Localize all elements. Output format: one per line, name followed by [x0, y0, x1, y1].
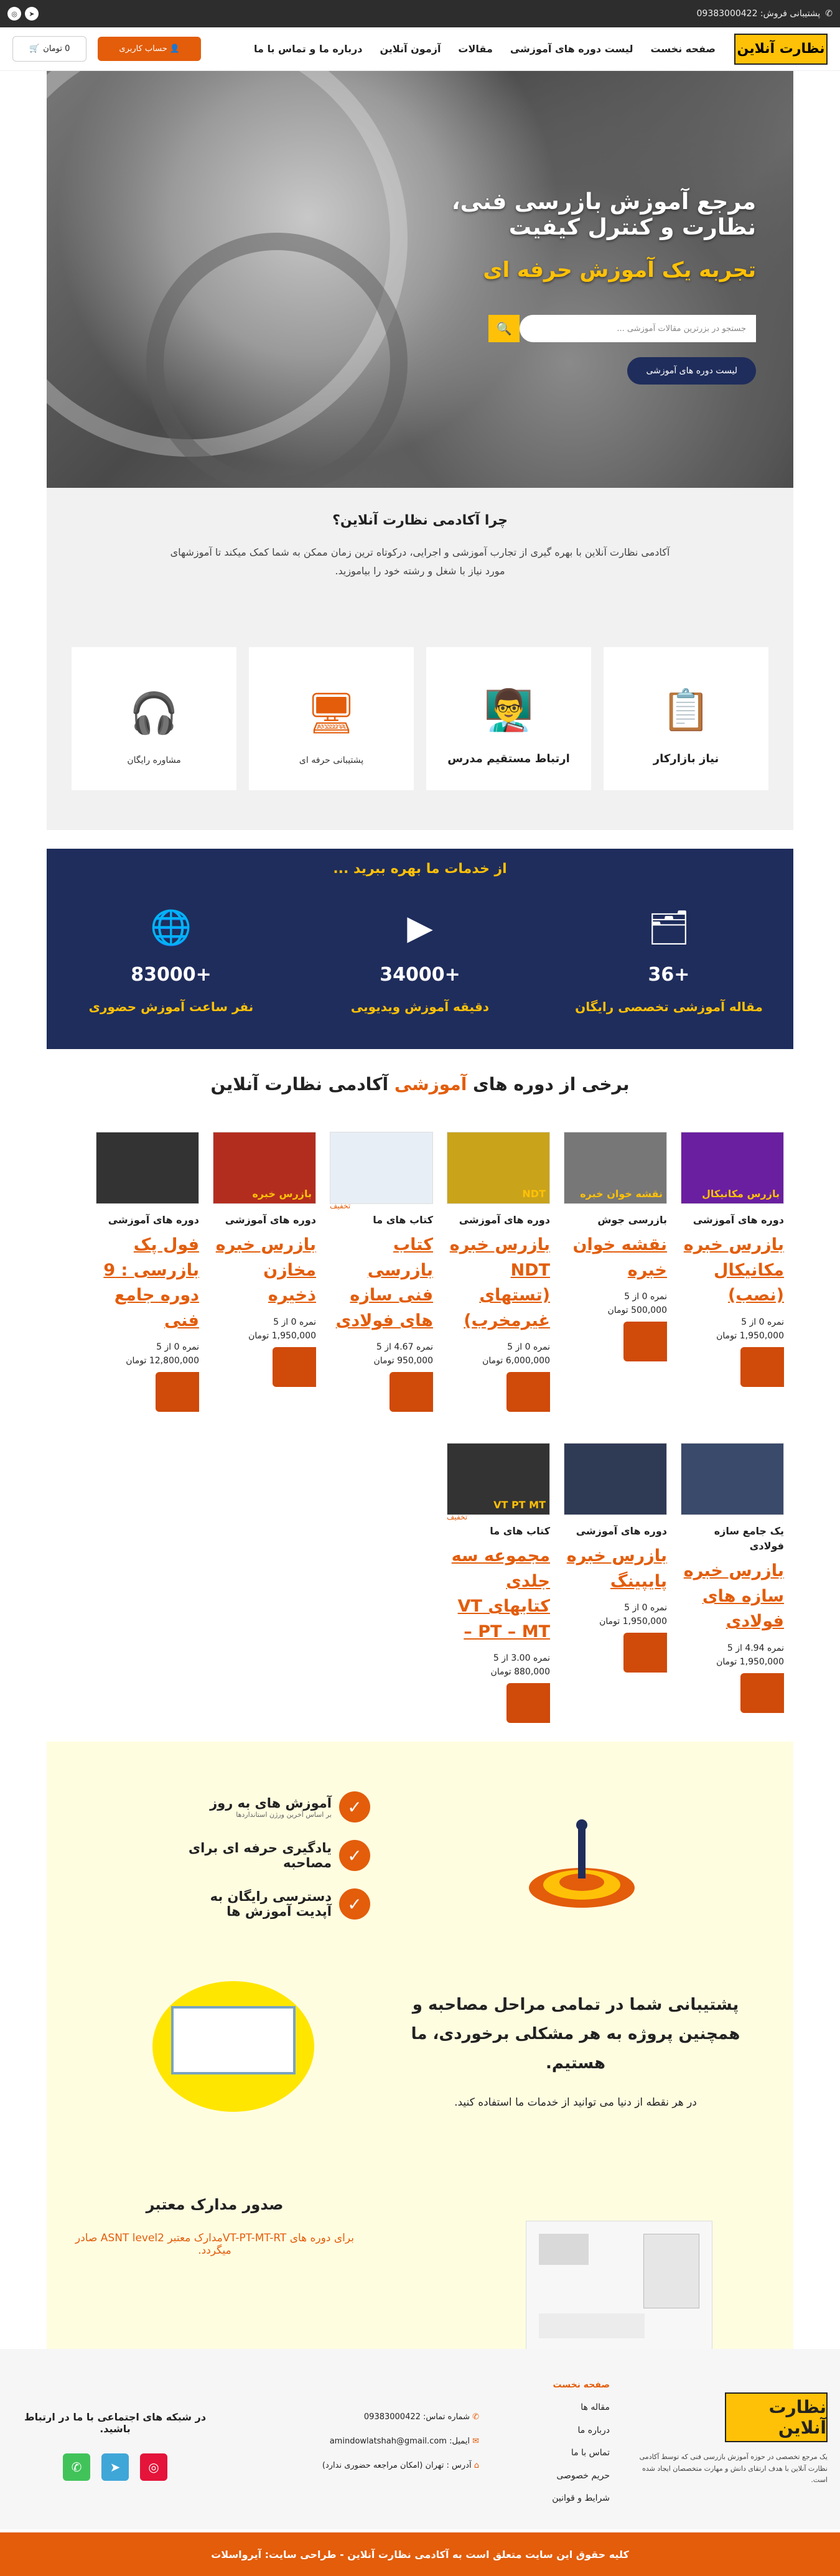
- whatsapp-icon[interactable]: ✆: [63, 2453, 90, 2481]
- course-card[interactable]: [330, 1132, 433, 1430]
- services-title: از خدمات ما بهره ببرید ...: [333, 861, 507, 877]
- certificate-text: [72, 2196, 358, 2257]
- services-section: [47, 849, 793, 1049]
- course-grid: [0, 1132, 840, 1742]
- phone-icon: ✆: [825, 9, 833, 19]
- course-rating: نمره 4.94 از 5: [727, 1643, 784, 1653]
- course-title[interactable]: بازرس خبره سازه های فولادی: [683, 1561, 784, 1631]
- add-to-cart-button[interactable]: [390, 1372, 433, 1412]
- course-category: دوره های آموزشی: [693, 1214, 784, 1226]
- course-category: دوره های آموزشی: [225, 1214, 316, 1226]
- main-nav: [201, 43, 716, 55]
- certificate-logo-shape: [539, 2234, 589, 2265]
- certificate-image: [526, 2221, 712, 2351]
- benefit-item: ✓ یادگیری حرفه ای برای مصاحبه: [184, 1840, 370, 1871]
- discount-badge: تخفیف: [330, 1202, 351, 1210]
- footer-link[interactable]: مقاله ها: [581, 2402, 610, 2413]
- course-title[interactable]: بازرس خبره پایپینگ: [566, 1546, 667, 1591]
- check-icon: ✓: [339, 1840, 370, 1871]
- footer-social: [12, 2411, 218, 2481]
- course-title[interactable]: کتاب بازرسی فنی سازه های فولادی: [335, 1235, 433, 1330]
- hero-content: [408, 189, 756, 385]
- certificate-seal-shape: [539, 2313, 645, 2338]
- course-price: 1,950,000 تومان: [248, 1330, 316, 1341]
- copyright-bar: کلیه حقوق این سایت متعلق است به آکادمی نظارت آنلاین - طراحی سایت: آیرواسلات: [0, 2532, 840, 2576]
- course-rating: نمره 4.67 از 5: [376, 1342, 433, 1352]
- add-to-cart-button[interactable]: [740, 1673, 784, 1713]
- instagram-icon[interactable]: ◎: [140, 2453, 167, 2481]
- course-title[interactable]: مجموعه سه جلدی کتابهای VT – PT – MT: [451, 1546, 550, 1641]
- course-rating: نمره 0 از 5: [741, 1317, 784, 1327]
- check-icon: ✓: [339, 1791, 370, 1822]
- course-price: 880,000 تومان: [490, 1667, 550, 1677]
- course-thumbnail[interactable]: VT PT MT: [447, 1443, 550, 1515]
- feature-cards: [72, 647, 768, 790]
- telegram-icon[interactable]: ➤: [101, 2453, 129, 2481]
- nav-courses[interactable]: لیست دوره های آموزشی: [510, 43, 633, 55]
- site-logo[interactable]: نظارت آنلاین: [734, 34, 828, 65]
- course-card[interactable]: [681, 1132, 784, 1430]
- course-card[interactable]: [447, 1443, 550, 1742]
- benefits-section: [47, 1742, 793, 2370]
- course-category: کتاب های ما: [490, 1525, 550, 1537]
- telegram-icon[interactable]: ➤: [25, 7, 39, 21]
- footer-link[interactable]: تماس با ما: [571, 2448, 610, 2458]
- cart-icon: 🛒: [29, 44, 40, 54]
- article-icon: 🗂: [647, 908, 691, 947]
- headset-icon: 🎧: [129, 691, 179, 737]
- discount-badge: تخفیف: [447, 1513, 468, 1521]
- nav-online-test[interactable]: آزمون آنلاین: [380, 43, 441, 55]
- course-thumbnail[interactable]: [564, 1443, 667, 1515]
- add-to-cart-button[interactable]: [740, 1347, 784, 1387]
- footer-logo[interactable]: نظارت آنلاین: [725, 2392, 828, 2442]
- cart-button[interactable]: [12, 36, 86, 62]
- support-phone-text: پشتیبانی فروش: 09383000422: [696, 9, 821, 19]
- course-thumbnail[interactable]: NDT: [447, 1132, 550, 1204]
- footer-link-home[interactable]: صفحه نخست: [553, 2380, 610, 2390]
- why-title: چرا آکادمی نظارت آنلاین؟: [332, 513, 508, 528]
- presentation-illustration: [152, 1981, 314, 2112]
- add-to-cart-button[interactable]: [273, 1347, 316, 1387]
- teacher-icon: 👨‍🏫: [483, 688, 534, 734]
- add-to-cart-button[interactable]: [623, 1322, 667, 1361]
- footer-contact: ✆ شماره تماس: 09383000422 ✉ ایمیل: amindowlatshah@gmail.com ⌂ آدرس : تهران (امکان مراجعه حضوری ندارد): [322, 2412, 479, 2470]
- course-title[interactable]: بازرس خبره مخازن ذخیره: [215, 1235, 316, 1305]
- course-price: 1,950,000 تومان: [716, 1656, 784, 1667]
- screen-shape: [171, 2006, 296, 2074]
- course-price: 1,950,000 تومان: [716, 1330, 784, 1341]
- site-header: [0, 27, 840, 71]
- footer-link[interactable]: درباره ما: [577, 2425, 610, 2435]
- site-footer: [0, 2349, 840, 2529]
- add-to-cart-button[interactable]: [156, 1372, 199, 1412]
- course-rating: نمره 0 از 5: [624, 1292, 667, 1302]
- nav-articles[interactable]: مقالات: [458, 43, 493, 55]
- search-icon: 🔍: [496, 321, 512, 336]
- feature-card: 🖥 پشتیبانی حرفه ای: [249, 647, 414, 790]
- computer-icon: 🖥: [306, 691, 357, 737]
- course-card[interactable]: [564, 1443, 667, 1742]
- course-price: 500,000 تومان: [607, 1305, 667, 1315]
- course-card[interactable]: [96, 1132, 199, 1430]
- location-icon: ⌂: [471, 2461, 479, 2470]
- course-title[interactable]: بازرس خبره مکانیکال (نصب): [683, 1235, 784, 1305]
- course-category: یک جامع سازه فولادی: [714, 1525, 784, 1552]
- hero-banner: [47, 71, 793, 488]
- check-icon: ✓: [339, 1888, 370, 1920]
- courses-title: برخی از دوره های آموزشی آکادمی نظارت آنلاین: [210, 1074, 630, 1094]
- support-title: پشتیبانی شما در تمامی مراحل مصاحبه و همچنین پروژه به هر مشکلی برخوردی، ما هستیم.: [411, 1995, 740, 2073]
- course-category: کتاب های ما: [373, 1214, 433, 1226]
- benefits-list: [184, 1791, 370, 1937]
- hero-search: [408, 315, 756, 342]
- course-thumbnail[interactable]: [96, 1132, 199, 1204]
- certificate-title: صدور مدارک معتبر: [146, 2196, 284, 2213]
- globe-icon: 🌐: [150, 908, 192, 947]
- email-icon: ✉: [469, 2437, 479, 2446]
- course-price: 1,950,000 تومان: [599, 1617, 667, 1626]
- services-stats: [47, 908, 793, 1014]
- courses-list-button[interactable]: لیست دوره های آموزشی: [627, 357, 756, 385]
- course-title[interactable]: بازرس خبره NDT (تستهای غیرمخرب): [449, 1235, 550, 1330]
- top-bar: [0, 0, 840, 27]
- course-card[interactable]: [447, 1132, 550, 1430]
- course-thumbnail[interactable]: [681, 1443, 784, 1515]
- service-stat: ▶ +34000 دقیقه آموزش ویدیویی: [317, 908, 523, 1014]
- social-title: در شبکه های اجتماعی با ما در ارتباط باشید.: [24, 2411, 207, 2435]
- course-price: 12,800,000 تومان: [126, 1356, 199, 1366]
- certificate-desc: برای دوره های VT-PT-MT-RTمدارک معتبر ASNT level2 صادر میگردد.: [75, 2232, 354, 2257]
- course-price: 950,000 تومان: [373, 1356, 433, 1366]
- phone-icon: ✆: [469, 2412, 479, 2422]
- course-category: بازرسی جوش: [597, 1214, 667, 1226]
- pipe-shape: [146, 233, 408, 488]
- course-category: دوره های آموزشی: [576, 1525, 667, 1537]
- footer-about: یک مرجع تخصصی در حوزه آموزش بازرسی فنی که توسط آکادمی نظارت آنلاین با هدف ارتقای دانش و مهارت متخصصان ایجاد شده است.: [639, 2453, 828, 2485]
- topbar-social: [7, 7, 39, 21]
- add-to-cart-button[interactable]: [506, 1372, 550, 1412]
- feature-card: 👨‍🏫 ارتباط مستقیم مدرس: [426, 647, 591, 790]
- target-illustration: [526, 1816, 638, 1910]
- course-rating: نمره 0 از 5: [507, 1342, 550, 1352]
- benefit-item: ✓ آموزش های به روز بر اساس آخرین ورژن استانداردها: [184, 1791, 370, 1822]
- add-to-cart-button[interactable]: [506, 1683, 550, 1723]
- certificate-card-shape: [643, 2234, 699, 2308]
- youtube-icon: ▶: [407, 908, 433, 947]
- why-section: [47, 488, 793, 830]
- course-thumbnail[interactable]: [330, 1132, 433, 1204]
- service-stat: 🌐 +83000 نفر ساعت آموزش حضوری: [68, 908, 274, 1014]
- course-category: دوره های آموزشی: [108, 1214, 199, 1226]
- nav-about-contact[interactable]: درباره ما و تماس با ما: [253, 43, 363, 55]
- hero-title: مرجع آموزش بازرسی فنی، نظارت و کنترل کیفیت: [451, 189, 756, 240]
- footer-link[interactable]: حریم خصوصی: [556, 2470, 610, 2481]
- account-button[interactable]: 👤 حساب کاربری: [98, 37, 201, 61]
- clipboard-icon: 📋: [661, 688, 711, 734]
- course-card[interactable]: [213, 1132, 316, 1430]
- user-icon: 👤: [167, 44, 180, 54]
- hero-subtitle: تجربه یک آموزش حرفه ای: [483, 258, 756, 282]
- header-actions: [12, 36, 201, 62]
- course-rating: نمره 0 از 5: [156, 1342, 199, 1352]
- course-price: 6,000,000 تومان: [482, 1356, 550, 1366]
- course-rating: نمره 3.00 از 5: [493, 1653, 550, 1663]
- footer-link[interactable]: شرایط و قوانین: [552, 2493, 610, 2503]
- nav-home[interactable]: صفحه نخست: [650, 43, 716, 55]
- support-text: در هر نقطه از دنیا می توانید از خدمات ما استفاده کنید.: [454, 2096, 697, 2109]
- cart-total: 0 تومان: [43, 44, 70, 54]
- course-thumbnail[interactable]: بازرس مکانیکال: [681, 1132, 784, 1204]
- course-card[interactable]: [564, 1132, 667, 1430]
- add-to-cart-button[interactable]: [623, 1633, 667, 1673]
- search-input[interactable]: جستجو در بزرترین مقالات آموزشی ...: [520, 315, 756, 342]
- support-phone[interactable]: [697, 9, 833, 19]
- service-stat: 🗂 +36 مقاله آموزشی تخصصی رایگان: [566, 908, 772, 1014]
- course-title[interactable]: نقشه خوان خبره: [572, 1235, 667, 1280]
- course-thumbnail[interactable]: بازرس خبره: [213, 1132, 316, 1204]
- feature-card: 🎧 مشاوره رایگان: [72, 647, 236, 790]
- course-rating: نمره 0 از 5: [273, 1317, 316, 1327]
- search-button[interactable]: [488, 315, 520, 342]
- course-rating: نمره 0 از 5: [624, 1603, 667, 1613]
- instagram-icon[interactable]: ◎: [7, 7, 21, 21]
- feature-card: 📋 نیاز بازارکار: [604, 647, 768, 790]
- course-category: دوره های آموزشی: [459, 1214, 550, 1226]
- course-title[interactable]: فول پک بازرسی : 9 دوره جامع فنی: [103, 1235, 199, 1330]
- course-thumbnail[interactable]: نقشه خوان خبره: [564, 1132, 667, 1204]
- support-block: [389, 1990, 762, 2109]
- footer-links: [516, 2374, 610, 2509]
- why-text: آکادمی نظارت آنلاین با بهره گیری از تجارب آموزشی و اجرایی، درکوتاه ترین زمان ممکن به شما کمک میکند تا آموزشهای مورد نیاز با شغل و رشته خود را بیاموزید.: [170, 546, 670, 577]
- benefit-item: ✓ دسترسی رایگان به آپدیت آموزش ها: [184, 1888, 370, 1920]
- course-card[interactable]: [681, 1443, 784, 1742]
